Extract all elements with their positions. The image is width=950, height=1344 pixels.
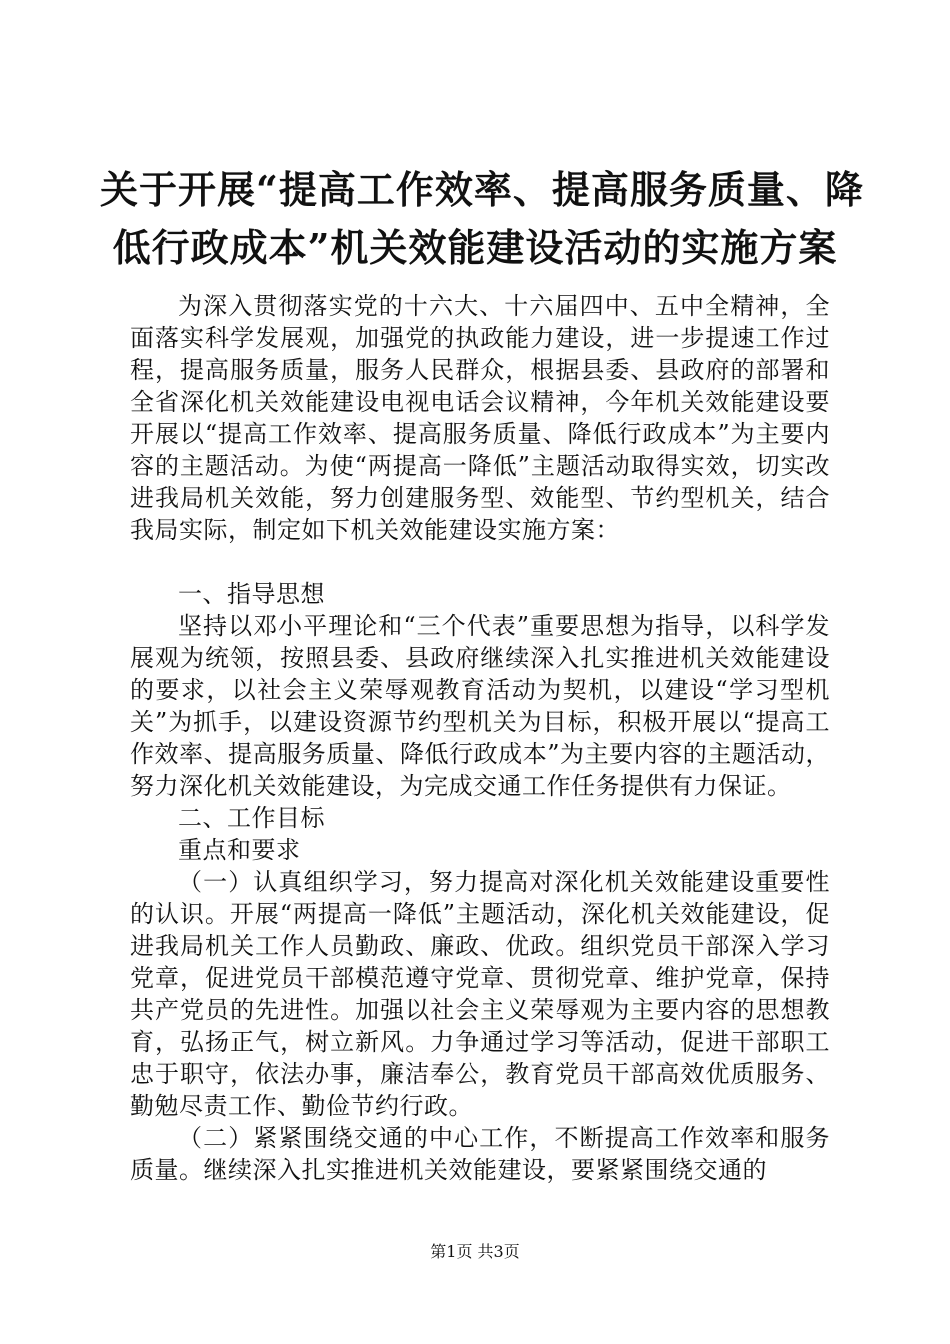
page-number-footer: 第1页 共3页 [430,1242,520,1261]
section-heading-guiding-ideology: 一、指导思想 [178,580,325,608]
document-title-line-1: 关于开展“提高工作效率、提高服务质量、降 [100,167,864,212]
item-two-paragraph: （二）紧紧围绕交通的中心工作，不断提高工作效率和服务质量。继续深入扎实推进机关效能建设，要紧紧围绕交通的 [130,1124,830,1184]
intro-paragraph: 为深入贯彻落实党的十六大、十六届四中、五中全精神，全面落实科学发展观，加强党的执政能力建设，进一步提速工作过程，提高服务质量，服务人民群众，根据县委、县政府的部署和全省深化机关效能建设电视电话会议精神，今年机关效能建设要开展以“提高工作效率、提高服务质量、降低行政成本”为主要内容的主题活动。为使“两提高一降低”主题活动取得实效，切实改进我局机关效能，努力创建服务型、效能型、节约型机关，结合我局实际，制定如下机关效能建设实施方案： [130,292,830,544]
document-title-line-2: 低行政成本”机关效能建设活动的实施方案 [112,225,838,270]
guiding-ideology-paragraph: 坚持以邓小平理论和“三个代表”重要思想为指导，以科学发展观为统领，按照县委、县政府继续深入扎实推进机关效能建设的要求，以社会主义荣辱观教育活动为契机，以建设“学习型机关”为抓手，以建设资源节约型机关为目标，积极开展以“提高工作效率、提高服务质量、降低行政成本”为主要内容的主题活动，努力深化机关效能建设，为完成交通工作任务提供有力保证。 [130,612,830,800]
item-one-paragraph: （一）认真组织学习，努力提高对深化机关效能建设重要性的认识。开展“两提高一降低”主题活动，深化机关效能建设，促进我局机关工作人员勤政、廉政、优政。组织党员干部深入学习党章，促进党员干部模范遵守党章、贯彻党章、维护党章，保持共产党员的先进性。加强以社会主义荣辱观为主要内容的思想教育，弘扬正气，树立新风。力争通过学习等活动，促进干部职工忠于职守，依法办事，廉洁奉公，教育党员干部高效优质服务、勤勉尽责工作、勤俭节约行政。 [130,868,830,1120]
section-heading-work-goals: 二、工作目标 [178,804,325,832]
document-body [130,290,830,1186]
subheading-key-points: 重点和要求 [178,836,301,864]
